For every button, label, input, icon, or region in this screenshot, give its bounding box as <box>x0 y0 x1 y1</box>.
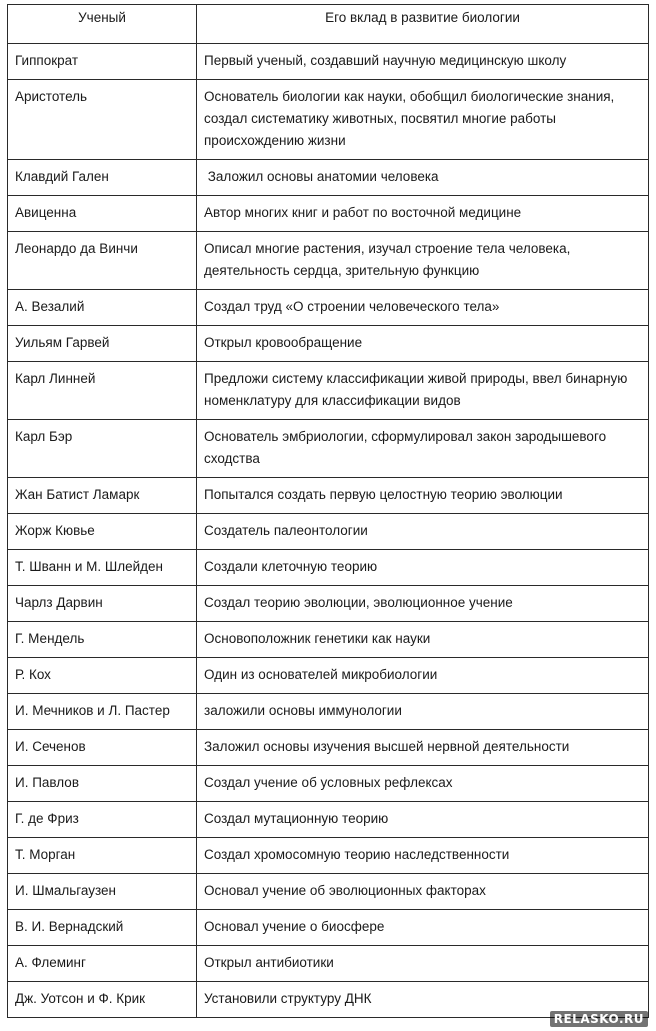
table-row <box>8 290 649 326</box>
table-row <box>8 622 649 658</box>
contribution-cell: Создал теорию эволюции, эволюционное учение <box>197 586 649 622</box>
table-row <box>8 694 649 730</box>
contribution-cell: Создатель палеонтологии <box>197 514 649 550</box>
scientist-cell: Клавдий Гален <box>8 160 197 196</box>
scientist-cell: Жан Батист Ламарк <box>8 478 197 514</box>
scientists-table <box>7 4 649 1018</box>
scientist-cell: А. Флеминг <box>8 946 197 982</box>
table-row <box>8 44 649 80</box>
table-row <box>8 874 649 910</box>
table-row <box>8 514 649 550</box>
scientist-cell: Карл Линней <box>8 362 197 420</box>
table-row <box>8 946 649 982</box>
scientist-cell: Уильям Гарвей <box>8 326 197 362</box>
scientist-cell: Т. Шванн и М. Шлейден <box>8 550 197 586</box>
scientist-cell: Жорж Кювье <box>8 514 197 550</box>
table-row <box>8 838 649 874</box>
header-row <box>8 5 649 44</box>
contribution-cell: Создал учение об условных рефлексах <box>197 766 649 802</box>
contribution-cell: Основоположник генетики как науки <box>197 622 649 658</box>
scientist-cell: Дж. Уотсон и Ф. Крик <box>8 982 197 1018</box>
scientist-cell: Гиппократ <box>8 44 197 80</box>
contribution-cell: Создал труд «О строении человеческого тела» <box>197 290 649 326</box>
scientist-cell: Чарлз Дарвин <box>8 586 197 622</box>
scientist-cell: Леонардо да Винчи <box>8 232 197 290</box>
table-row <box>8 766 649 802</box>
contribution-cell: Описал многие растения, изучал строение тела человека, деятельность сердца, зрительную функцию <box>197 232 649 290</box>
contribution-cell: Основатель биологии как науки, обобщил биологические знания, создал систематику животных, посвятил многие работы происхождению жизни <box>197 80 649 160</box>
contribution-cell: Создали клеточную теорию <box>197 550 649 586</box>
table-row <box>8 420 649 478</box>
scientist-cell: Карл Бэр <box>8 420 197 478</box>
table-row <box>8 232 649 290</box>
scientist-cell: А. Везалий <box>8 290 197 326</box>
contribution-cell: Установили структуру ДНК <box>197 982 649 1018</box>
table-body <box>8 44 649 1018</box>
scientist-cell: Г. де Фриз <box>8 802 197 838</box>
contribution-cell: Первый ученый, создавший научную медицинскую школу <box>197 44 649 80</box>
table-row <box>8 196 649 232</box>
scientist-cell: В. И. Вернадский <box>8 910 197 946</box>
header-scientist: Ученый <box>8 5 197 44</box>
table-row <box>8 362 649 420</box>
table-row <box>8 730 649 766</box>
table-row <box>8 658 649 694</box>
scientist-cell: И. Павлов <box>8 766 197 802</box>
contribution-cell: Основал учение о биосфере <box>197 910 649 946</box>
table-row <box>8 478 649 514</box>
scientist-cell: Аристотель <box>8 80 197 160</box>
table-row <box>8 80 649 160</box>
table-row <box>8 550 649 586</box>
contribution-cell: Заложил основы анатомии человека <box>197 160 649 196</box>
contribution-cell: заложили основы иммунологии <box>197 694 649 730</box>
contribution-cell: Один из основателей микробиологии <box>197 658 649 694</box>
scientist-cell: Авиценна <box>8 196 197 232</box>
contribution-cell: Предложи систему классификации живой природы, ввел бинарную номенклатуру для классификации видов <box>197 362 649 420</box>
contribution-cell: Создал хромосомную теорию наследственности <box>197 838 649 874</box>
scientist-cell: И. Шмальгаузен <box>8 874 197 910</box>
contribution-cell: Открыл кровообращение <box>197 326 649 362</box>
table-row <box>8 160 649 196</box>
scientist-cell: Г. Мендель <box>8 622 197 658</box>
scientist-cell: Т. Морган <box>8 838 197 874</box>
watermark: RELASKO.RU <box>550 1011 648 1027</box>
contribution-cell: Основатель эмбриологии, сформулировал закон зародышевого сходства <box>197 420 649 478</box>
contribution-cell: Заложил основы изучения высшей нервной деятельности <box>197 730 649 766</box>
table-row <box>8 586 649 622</box>
scientist-cell: Р. Кох <box>8 658 197 694</box>
contribution-cell: Попытался создать первую целостную теорию эволюции <box>197 478 649 514</box>
header-contribution: Его вклад в развитие биологии <box>197 5 649 44</box>
contribution-cell: Создал мутационную теорию <box>197 802 649 838</box>
table-row <box>8 802 649 838</box>
contribution-cell: Открыл антибиотики <box>197 946 649 982</box>
contribution-cell: Основал учение об эволюционных факторах <box>197 874 649 910</box>
scientist-cell: И. Сеченов <box>8 730 197 766</box>
table-row <box>8 910 649 946</box>
scientist-cell: И. Мечников и Л. Пастер <box>8 694 197 730</box>
contribution-cell: Автор многих книг и работ по восточной медицине <box>197 196 649 232</box>
table-row <box>8 326 649 362</box>
